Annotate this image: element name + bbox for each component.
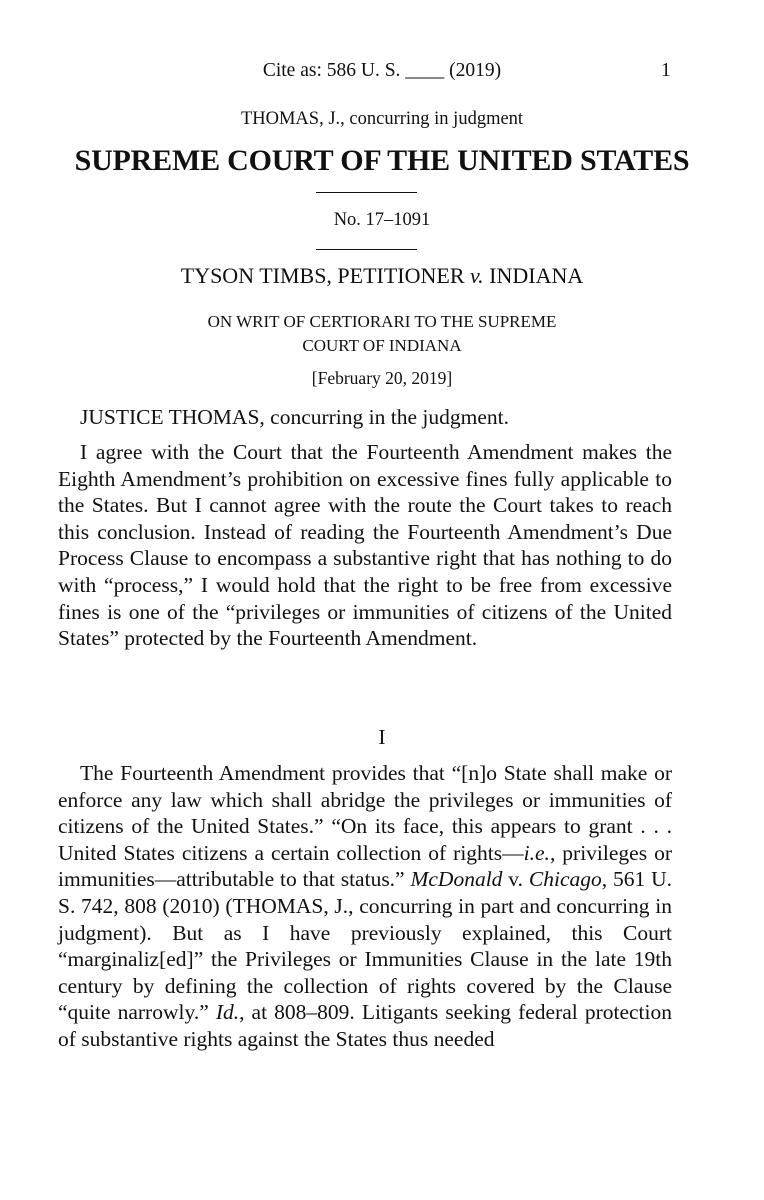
divider-rule [316, 249, 417, 250]
para2-text: , 561 U. S. 742, 808 (2010) ( [58, 867, 673, 918]
paragraph-text: I agree with the Court that the Fourteenth Amendment makes the Eighth Amendment’s prohibition on excessive fines fully applicable to the States. But I cannot agree with the route the Court takes to reach this conclusion. Instead of reading the Fourteenth Amendment’s Due Process Clause to encompass a substantive right that has nothing to do with “process,” I would hold that the right to be free from excessive fines is one of the “privileges or immunities of citizens of the United States” protected by the Fourteenth Amendment. [58, 440, 672, 651]
para2-text: v. [502, 867, 529, 892]
docket-number: No. 17–1091 [333, 210, 431, 230]
case-name-chicago: Chicago [528, 867, 602, 892]
caption-respondent: INDIANA [483, 263, 584, 288]
divider-rule [316, 192, 417, 193]
page-number: 1 [661, 60, 671, 81]
citation-id: Id. [215, 1000, 240, 1025]
running-head-name: HOMAS [252, 109, 320, 129]
writ-line-1: ON WRIT OF CERTIORARI TO THE SUPREME [207, 312, 557, 331]
intro-thomas: HOMAS [181, 405, 260, 429]
caption-petitioner: TYSON TIMBS, PETITIONER [180, 263, 471, 288]
running-head [0, 109, 764, 130]
para2-t-initial: T [232, 893, 246, 918]
intro-j-initial: J [80, 405, 89, 429]
intro-justice: USTICE [88, 405, 164, 429]
para2-text: , at 808–809. Litigants seeking federal protection of substantive rights against the States thus needed [58, 1000, 672, 1051]
para2-text: The Fourteenth Amendment provides that “[n]o State shall make or enforce any law which shall abridge the privileges or immunities of citizens of the United States.” “On its face, this appears to grant . . . United States citizens a certain collection of rights— [58, 761, 672, 865]
case-name-mcdonald: McDonald [410, 867, 503, 892]
citation-header: Cite as: 586 U. S. ____ (2019) [262, 60, 502, 81]
section-heading: I [378, 725, 386, 749]
intro-rest: , concurring in the judgment. [259, 405, 509, 429]
opinion-paragraph-2 [58, 760, 672, 1053]
writ-line-2: COURT OF INDIANA [302, 336, 462, 355]
writ-statement [0, 310, 764, 358]
intro-t-initial: T [163, 405, 182, 429]
para2-text: , privileges or immunities—attributable to that status.” [58, 840, 672, 892]
para2-ie: i.e. [523, 840, 550, 865]
para2-text: , J., concurring in part and concurring in judgment). But as I have previously explained, this Court “marginaliz[ed]” the Privileges or Immunities Clause in the late 19th century by defining the collection of rights covered by the Clause “quite narrowly.” [58, 893, 672, 1025]
decision-date: [February 20, 2019] [311, 368, 453, 388]
court-title: SUPREME COURT OF THE UNITED STATES [74, 144, 690, 177]
running-head-initial: T [240, 109, 253, 129]
opinion-paragraph-1 [58, 439, 672, 652]
running-head-suffix: , J., concurring in judgment [319, 109, 524, 129]
caption-versus: v. [470, 263, 484, 288]
concurrence-intro [58, 404, 672, 431]
case-caption [0, 263, 764, 289]
para2-thomas: HOMAS [245, 893, 324, 918]
